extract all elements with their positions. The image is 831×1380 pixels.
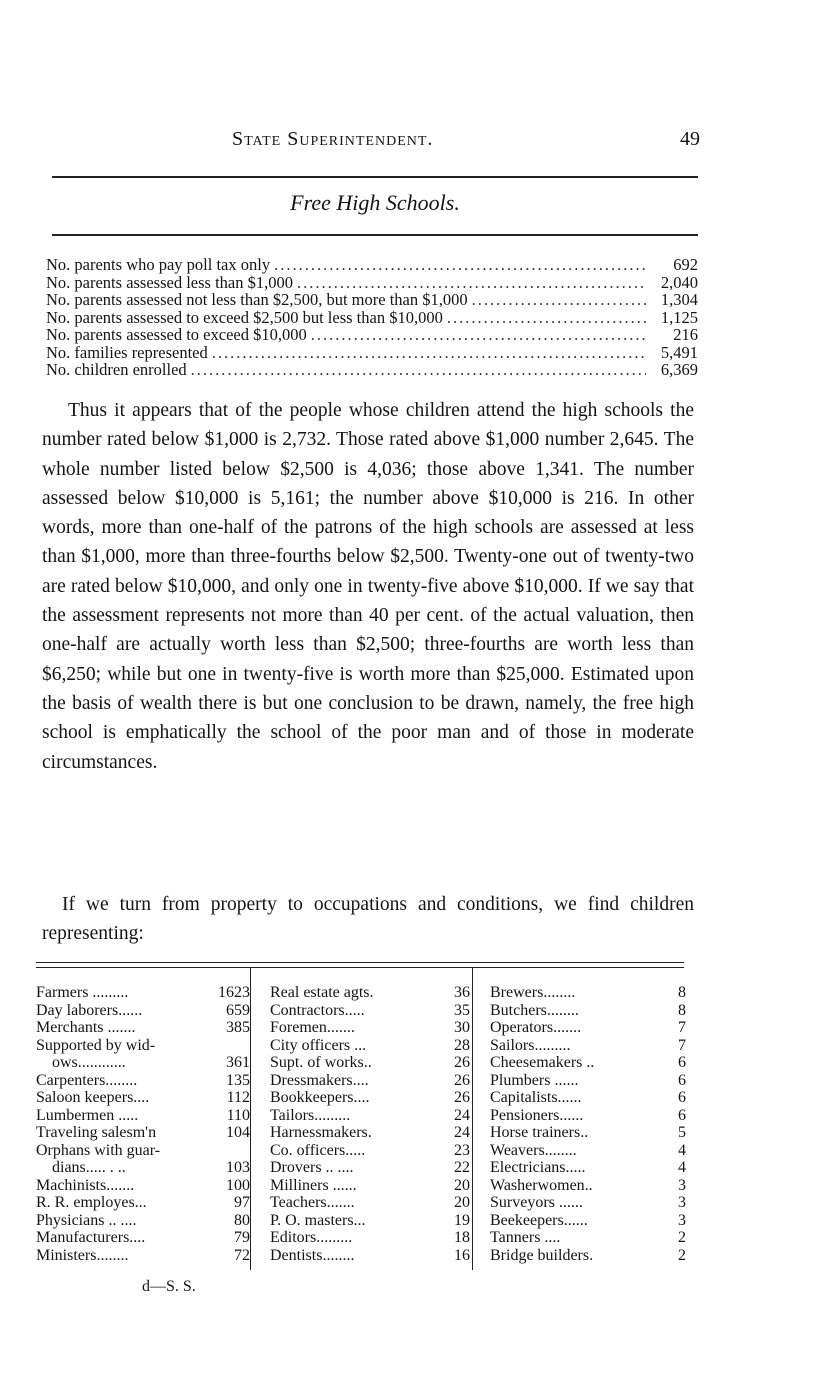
occupation-row: [36, 1194, 250, 1212]
occupation-name: Bridge builders.: [490, 1246, 594, 1264]
occupation-row: [490, 1142, 686, 1160]
occupation-name: Weavers........: [490, 1141, 577, 1159]
stat-label: No. parents who pay poll tax only: [46, 255, 271, 274]
occupation-row: [36, 1177, 250, 1195]
occupation-name: Operators.......: [490, 1019, 582, 1036]
occupation-row: [270, 1124, 470, 1142]
stat-row: [46, 274, 698, 292]
occupation-count: 35: [454, 1001, 470, 1019]
leader-dots: [447, 309, 646, 327]
occupation-name: Supported by wid-: [36, 1036, 156, 1054]
stat-value: 692: [673, 255, 698, 274]
leader-dots: [297, 274, 646, 292]
occupation-row: [36, 1072, 250, 1090]
occupation-count: 18: [454, 1229, 470, 1246]
occupation-count: 26: [454, 1071, 470, 1089]
leader-dots: [311, 326, 646, 344]
occupation-name: Farmers .........: [36, 984, 129, 1001]
occupation-name: Physicians .. ....: [36, 1211, 137, 1229]
occupation-name: Editors.........: [270, 1229, 353, 1246]
occupation-name: Carpenters........: [36, 1071, 138, 1089]
stat-value: 1,125: [660, 307, 698, 327]
occupation-row: [490, 1089, 686, 1107]
section-title: Free High Schools.: [290, 190, 460, 215]
occupation-count: 26: [454, 1089, 470, 1106]
occupation-count: 72: [234, 1246, 250, 1264]
occupation-row: [270, 1247, 470, 1265]
occupation-row: [36, 1054, 250, 1072]
occupation-name: Machinists.......: [36, 1176, 135, 1194]
occupation-name: Dentists........: [270, 1246, 355, 1264]
occupation-name: Electricians.....: [490, 1159, 586, 1176]
occupation-count: 80: [234, 1211, 250, 1229]
occupation-count: 24: [454, 1106, 470, 1124]
header-rule: [52, 176, 698, 178]
occupation-name: Brewers........: [490, 984, 576, 1001]
occupation-count: 79: [234, 1229, 250, 1246]
occupation-count: 103: [226, 1159, 250, 1176]
occupation-row: [490, 984, 686, 1002]
occupation-count: 135: [226, 1071, 250, 1089]
occupation-row: [36, 1142, 250, 1160]
occupation-row: [490, 1212, 686, 1230]
occupation-row: [270, 1142, 470, 1160]
occupation-row: [490, 1002, 686, 1020]
occupation-name: Dressmakers....: [270, 1071, 369, 1089]
occupation-count: 3: [678, 1194, 686, 1211]
occupation-row: [36, 1159, 250, 1177]
occupation-name: Washerwomen..: [490, 1176, 593, 1194]
occupation-count: 361: [226, 1054, 250, 1071]
analysis-paragraph: Thus it appears that of the people whose children attend the high schools the number rated below $1,000 is 2,732. Those rated above $1,000 number 2,645. The whole number listed below $2,500 is 4,036; those above 1,341. The number assessed below $10,000 is 5,161; the number above $10,000 is 216. In other words, more than one-half of the patrons of the high schools are assessed at less than $1,000, more than three-fourths below $2,500. Twenty-one out of twenty-two are rated below $10,000, and only one in twenty-five above $10,000. If we say that the assessment represents not more than 40 per cent. of the actual valuation, then one-half are actually worth less than $2,500; three-fourths are worth less than $6,250; while but one in twenty-five is worth more than $25,000. Estimated upon the basis of wealth there is but one conclusion to be drawn, namely, the free high school is emphatically the school of the poor man and of those in moderate circumstances.: [42, 400, 694, 773]
occupation-row: [36, 1037, 250, 1055]
occupation-count: 6: [678, 1106, 686, 1124]
occupation-row: [270, 1054, 470, 1072]
occupation-count: 19: [454, 1211, 470, 1229]
occupation-row: [490, 1019, 686, 1037]
occupation-row: [490, 1072, 686, 1090]
leader-dots: [274, 256, 646, 274]
occupation-count: 26: [454, 1054, 470, 1071]
occupation-row: [490, 1159, 686, 1177]
occupation-count: 7: [678, 1036, 686, 1054]
occupation-row: [270, 1019, 470, 1037]
stat-value: 5,491: [660, 342, 698, 362]
occupation-count: 112: [226, 1089, 250, 1106]
occupation-row: [270, 1229, 470, 1247]
occupation-row: [36, 1019, 250, 1037]
column-divider: [250, 968, 251, 1270]
stat-label: No. parents assessed less than $1,000: [46, 272, 294, 292]
occupation-count: 4: [678, 1141, 686, 1159]
page-number: 49: [680, 128, 700, 150]
occupation-count: 6: [678, 1054, 686, 1071]
occupation-name: Supt. of works..: [270, 1054, 372, 1071]
occupation-row: [270, 1002, 470, 1020]
occupation-row: [490, 1229, 686, 1247]
occupation-row: [270, 1212, 470, 1230]
running-title: State Superintendent.: [232, 128, 434, 150]
stat-value: 6,369: [660, 360, 698, 379]
occupation-count: 3: [678, 1176, 686, 1194]
occupation-count: 6: [678, 1071, 686, 1089]
occupation-count: 7: [678, 1019, 686, 1036]
stat-row: [46, 326, 698, 344]
occupation-name: Beekeepers......: [490, 1211, 588, 1229]
occupation-name: Milliners ......: [270, 1176, 357, 1194]
occupation-row: [36, 1212, 250, 1230]
stat-value: 2,040: [660, 272, 698, 292]
occupation-count: 20: [454, 1194, 470, 1211]
occupation-count: 20: [454, 1176, 470, 1194]
occupation-name: Bookkeepers....: [270, 1089, 370, 1106]
occupation-count: 6: [678, 1089, 686, 1106]
stat-value: 216: [673, 325, 698, 344]
occupation-name: Saloon keepers....: [36, 1089, 150, 1106]
occupation-row: [490, 1054, 686, 1072]
occupation-count: 30: [454, 1019, 470, 1036]
stat-label: No. children enrolled: [46, 360, 187, 379]
section-rule: [52, 234, 698, 236]
occupation-row: [270, 1177, 470, 1195]
occupation-count: 8: [678, 984, 686, 1001]
occupation-name: R. R. employes...: [36, 1194, 147, 1211]
occupation-name: Ministers........: [36, 1246, 129, 1264]
leader-dots: [472, 291, 646, 309]
occupation-row: [490, 1037, 686, 1055]
stat-label: No. parents assessed to exceed $2,500 but less than $10,000: [46, 307, 443, 327]
occupation-count: 3: [678, 1211, 686, 1229]
stat-label: No. parents assessed not less than $2,500, but more than $1,000: [46, 290, 468, 309]
occupation-row: [270, 1037, 470, 1055]
occupation-row: [36, 1002, 250, 1020]
leader-dots: [212, 344, 646, 362]
occupation-name: Drovers .. ....: [270, 1159, 354, 1176]
occupation-count: 23: [454, 1141, 470, 1159]
occupation-name: Tanners ....: [490, 1229, 561, 1246]
stat-label: No. parents assessed to exceed $10,000: [46, 325, 307, 344]
occupation-name: dians..... . ..: [36, 1159, 126, 1176]
occupation-count: 4: [678, 1159, 686, 1176]
occupation-count: 385: [226, 1019, 250, 1036]
occupation-row: [270, 1159, 470, 1177]
occupation-count: 22: [454, 1159, 470, 1176]
column-divider: [472, 968, 473, 1270]
occupation-count: 36: [454, 984, 470, 1001]
occupations-column-3: [490, 984, 686, 1264]
occupations-column-2: [270, 984, 470, 1264]
occupation-name: Merchants .......: [36, 1019, 136, 1036]
occupation-row: [490, 1107, 686, 1125]
occupation-count: 2: [678, 1246, 686, 1264]
occupation-name: Surveyors ......: [490, 1194, 583, 1211]
stat-row: [46, 344, 698, 362]
occupation-count: 8: [678, 1001, 686, 1019]
table-top-rule: [36, 962, 684, 968]
occupation-name: ows............: [36, 1054, 126, 1071]
occupation-name: Pensioners......: [490, 1106, 584, 1124]
occupation-row: [490, 1247, 686, 1265]
occupation-count: 28: [454, 1036, 470, 1054]
stat-label: No. families represented: [46, 342, 208, 362]
leader-dots: [191, 361, 646, 379]
occupation-row: [36, 1247, 250, 1265]
occupation-count: 110: [226, 1106, 250, 1124]
occupation-name: Manufacturers....: [36, 1229, 146, 1246]
occupation-name: Butchers........: [490, 1001, 579, 1019]
stat-row: [46, 361, 698, 379]
occupations-intro-paragraph: If we turn from property to occupations and conditions, we find children representing:: [42, 894, 694, 945]
running-header: [52, 128, 700, 160]
signature-mark: d—S. S.: [142, 1278, 196, 1295]
occupation-name: Horse trainers..: [490, 1124, 589, 1141]
occupation-name: Traveling salesm'n: [36, 1124, 157, 1141]
occupation-count: 97: [234, 1194, 250, 1211]
occupation-name: Plumbers ......: [490, 1071, 579, 1089]
occupation-count: 24: [454, 1124, 470, 1141]
occupation-row: [36, 984, 250, 1002]
stat-row: [46, 291, 698, 309]
occupation-count: 104: [226, 1124, 250, 1141]
occupation-row: [36, 1229, 250, 1247]
occupation-row: [490, 1124, 686, 1142]
occupation-count: 2: [678, 1229, 686, 1246]
occupation-name: Co. officers.....: [270, 1141, 366, 1159]
occupation-row: [36, 1089, 250, 1107]
occupation-name: P. O. masters...: [270, 1211, 366, 1229]
occupations-column-1: [36, 984, 250, 1264]
occupation-name: Teachers.......: [270, 1194, 355, 1211]
occupation-row: [490, 1177, 686, 1195]
occupation-name: Real estate agts.: [270, 984, 374, 1001]
occupation-count: 16: [454, 1246, 470, 1264]
occupation-row: [270, 1194, 470, 1212]
occupation-name: Harnessmakers.: [270, 1124, 372, 1141]
occupation-row: [270, 1107, 470, 1125]
occupation-count: 659: [226, 1001, 250, 1019]
occupation-name: Tailors.........: [270, 1106, 351, 1124]
occupation-name: Sailors.........: [490, 1036, 571, 1054]
parent-stats-list: [46, 256, 698, 379]
occupation-row: [36, 1124, 250, 1142]
stat-row: [46, 256, 698, 274]
stat-row: [46, 309, 698, 327]
occupation-name: City officers ...: [270, 1036, 367, 1054]
occupation-count: 5: [678, 1124, 686, 1141]
stat-value: 1,304: [660, 290, 698, 309]
occupation-name: Orphans with guar-: [36, 1141, 161, 1159]
occupation-row: [490, 1194, 686, 1212]
occupation-name: Capitalists......: [490, 1089, 582, 1106]
occupation-name: Cheesemakers ..: [490, 1054, 595, 1071]
occupation-row: [36, 1107, 250, 1125]
occupation-name: Day laborers......: [36, 1001, 143, 1019]
occupation-count: 1623: [218, 984, 250, 1001]
occupation-row: [270, 984, 470, 1002]
occupation-name: Lumbermen .....: [36, 1106, 139, 1124]
occupation-name: Contractors.....: [270, 1001, 365, 1019]
occupation-row: [270, 1072, 470, 1090]
occupation-row: [270, 1089, 470, 1107]
occupation-name: Foremen.......: [270, 1019, 355, 1036]
occupation-count: 100: [226, 1176, 250, 1194]
